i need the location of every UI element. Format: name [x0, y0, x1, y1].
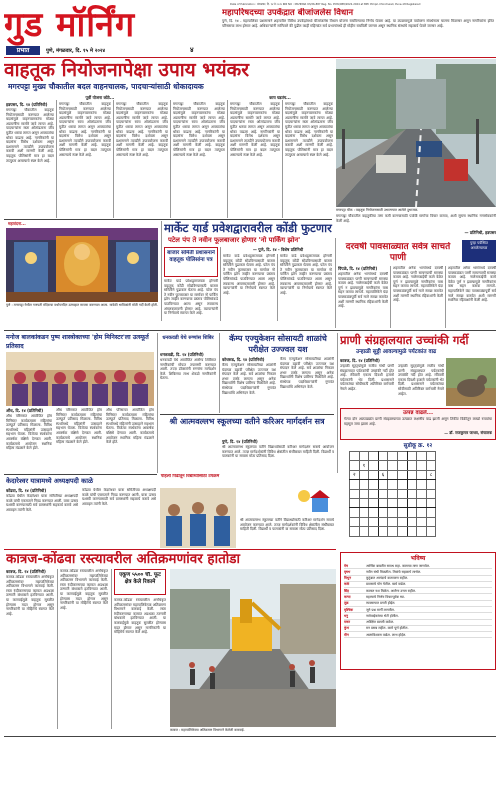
sudoku-cell: १ [359, 461, 369, 470]
sudoku-cell [397, 489, 407, 498]
market-box-text: बाजार समिती प्रशासनाने वाहतूक पोलिसांना पत्र [167, 250, 215, 263]
sudoku-cell [388, 489, 398, 498]
sudoku-cell [378, 517, 388, 526]
sudoku-cell [350, 489, 360, 498]
sudoku-cell [359, 480, 369, 489]
zoo-body-col1: उन्हाळी सुट्ट्यांमुळे राजीव गांधी प्राणी संग्रहालयात पर्यटकांची उच्चांकी गर्दी होत आहे. रविवारी एकाच दिवशी हजारो पर्यटकांनी भेट दिली. प्रशासनाने पर्यटकांच्या सोयीसाठी अतिरिक्त कर्मचारी नेमले आहेत. [340, 364, 394, 391]
sudoku-row [350, 452, 436, 461]
sudoku-row [350, 470, 436, 479]
camp-body-col1: कॅम्प एज्युकेशन सोसायटीच्या शाळांनी यंदाच्या दहावी परीक्षेत उज्ज्वल यश संपादन केले आहे. सर्व शाळांचा निकाल शंभर टक्के लागला असून अनेक विद्यार्थ्यांनी विशेष प्राविण्य मिळविले आहे. संस्थेच्या पदाधिकाऱ्यांनी गुणवंत विद्यार्थ्यांचे अभिनंदन केले. [222, 363, 276, 395]
society-byline: धनकवडी, दि. १४ (प्रतिनिधी) [160, 352, 204, 357]
dharmik-photo [6, 352, 154, 406]
lead-kicker-right: काय घडतंय... [269, 95, 291, 100]
sudoku-cell [407, 470, 417, 479]
sudoku-cell [388, 517, 398, 526]
sudoku-cell [369, 498, 379, 507]
rashi-name: सिंह [344, 588, 349, 593]
sudoku-cell [407, 480, 417, 489]
lead-kicker-left: पूर्वी योजना कोठे... [85, 95, 115, 100]
sudoku-cell [417, 508, 427, 517]
sudoku-cell [417, 470, 427, 479]
top-right-headline: महापरिषदच्या उपकेंद्रात बीजांजलेस विधान [222, 8, 354, 18]
sudoku-cell [388, 508, 398, 517]
sudoku-cell [426, 527, 436, 536]
rashi-text: नवीन संधी मिळतील. मित्रांचे सहकार्य लाभेल. [366, 569, 422, 574]
sudoku-cell [407, 489, 417, 498]
top-right-story: पुणे, दि. १४ - महापालिका प्रशासनाने शहरातील विविध उपकेंद्रांमध्ये बीजांजलेस विधान योजना राबविण्याचा निर्णय घेतला आहे. या उपक्रमामुळे पर्यावरण संवर्धनाला चालना मिळणार असून नागरिकांना हरित परिसराचा लाभ होणार आहे. अधिकाऱ्यांनी सांगितले की पुढील काही महिन्यांत सर्व प्रभागांमध्ये ही मोहीम राबविली जाणार असून स्थानिक संस्थांचे सहकार्य घेतले जाणार आहे. [222, 19, 494, 28]
sudoku-row [350, 527, 436, 536]
katraj-photo-caption: कात्रज : महापालिकेच्या अतिक्रमण विभागाने केलेली कारवाई. [170, 728, 245, 732]
sudoku-cell [378, 480, 388, 489]
sudoku-cell [417, 517, 427, 526]
sudoku-cell [359, 470, 369, 479]
atmavallabh-body-col2: श्री आत्मवल्लभ स्कूलच्या वतीने विद्यार्थ्यांसाठी करिअर मार्गदर्शन सत्राचे आयोजन करण्यात आले. तज्ज्ञ मार्गदर्शकांनी विविध क्षेत्रांतील संधींबाबत माहिती दिली. विद्यार्थी व पालकांनी या सत्राला मोठा प्रतिसाद दिला. [240, 518, 334, 532]
lead-body-col5: मगरपट्टा चौकातील वाहतूक नियोजनासाठी करण्यात आलेल्या बदलांमुळे वाहनचालकांना मोठ्या अडचणींना सामोरे जावे लागत आहे. पादचाऱ्यांना रस्ता ओलांडताना जीव मुठीत धरावा लागत असून अपघातांचा धोका वाढला आहे. नागरिकांनी या बदलांना विरोध दर्शवला असून प्रशासनाने तातडीने उपाययोजना करावी अशी मागणी केली आहे. वाहतूक पोलिसांनी मात्र हा बदल तात्पुरता असल्याचे स्पष्ट केले आहे. [230, 102, 280, 157]
deity-caption: पुणे : मगरपट्टा येथील गणपती मंदिराचा वर्धापनदिन उत्साहात साजरा करण्यात आला. यावेळी भाविकांनी मोठी गर्दी केली होती. [6, 303, 158, 307]
rain-body-col3: शहरातील अनेक भागांमध्ये दरवर्षी पावसाळ्यात पाणी साचण्याची समस्या कायम आहे. नालेसफाईची कामे वेळेत पूर्ण न झाल्यामुळे नागरिकांना त्रास सहन करावा लागतो. महापालिकेने यंदा पावसाळ्यापूर्वी सर्व नाले स्वच्छ करावेत अशी मागणी स्थानिक रहिवाशांनी केली आहे. [448, 266, 496, 303]
rashi-text: नातेवाईकांच्या भेटी होतील. [366, 613, 399, 618]
sudoku-cell [378, 527, 388, 536]
katraj-body-col1: कात्रज-कोंढवा रस्त्यावरील अनधिकृत अतिक्रमणांवर महापालिकेच्या अतिक्रमण विभागाने कारवाई केली. रस्ता रुंदीकरणाच्या कामात अडथळा ठरणारी बांधकामे हटविण्यात आली. या कारवाईमुळे वाहतूक सुरळीत होण्यास मदत होणार असून नागरिकांनी या मोहिमेचे स्वागत केले आहे. [6, 575, 54, 616]
lead-photo [336, 59, 496, 207]
rashi-text: प्रवासाचे योग येतील. खर्च वाढेल. [366, 582, 407, 587]
lead-body-col2: मगरपट्टा चौकातील वाहतूक नियोजनासाठी करण्यात आलेल्या बदलांमुळे वाहनचालकांना मोठ्या अडचणींना सामोरे जावे लागत आहे. पादचाऱ्यांना रस्ता ओलांडताना जीव मुठीत धरावा लागत असून अपघातांचा धोका वाढला आहे. नागरिकांनी या बदलांना विरोध दर्शवला असून प्रशासनाने तातडीने उपाययोजना करावी अशी मागणी केली आहे. वाहतूक पोलिसांनी मात्र हा बदल तात्पुरता असल्याचे स्पष्ट केले आहे. [59, 102, 111, 157]
sudoku-cell [369, 489, 379, 498]
lead-right-byline: — प्रतिनिधी, हडपसर [464, 230, 496, 235]
sudoku-cell [397, 452, 407, 461]
kedareshwar-byline: कोंढवा, दि. १४ (प्रतिनिधी) [6, 488, 47, 493]
zoo-photo [446, 358, 496, 406]
sudoku-table [349, 451, 436, 537]
rashi-list [344, 563, 492, 638]
lead-body-col1: मगरपट्टा चौकातील वाहतूक नियोजनासाठी करण्यात आलेल्या बदलांमुळे वाहनचालकांना मोठ्या अडचणींना सामोरे जावे लागत आहे. पादचाऱ्यांना रस्ता ओलांडताना जीव मुठीत धरावा लागत असून अपघातांचा धोका वाढला आहे. नागरिकांनी या बदलांना विरोध दर्शवला असून प्रशासनाने तातडीने उपाययोजना करावी अशी मागणी केली आहे. वाहतूक पोलिसांनी मात्र हा बदल तात्पुरता असल्याचे स्पष्ट केले आहे. [6, 108, 54, 163]
sudoku-cell [417, 452, 427, 461]
sudoku-cell [407, 498, 417, 507]
rashi-text: आत्मविश्वास वाढेल. लाभ होईल. [366, 632, 407, 637]
sudoku-cell [378, 452, 388, 461]
rashi-name: धनु [344, 613, 348, 618]
sudoku-row [350, 480, 436, 489]
rashi-text: व्यवसायात प्रगती होईल. [366, 601, 396, 606]
sudoku-cell [426, 508, 436, 517]
dharmik-body-col3: औंध परिसरात आयोजित होम मिनिस्टर कार्यक्रमाला महिलांचा उत्स्फूर्त प्रतिसाद मिळाला. विविध स्पर्धांमध्ये महिलांनी उत्साहाने सहभाग घेतला. विजेत्या स्पर्धकांना आकर्षक बक्षिसे देण्यात आली. कार्यक्रमाचे आयोजन स्थानिक महिला मंडळाने केले होते. [106, 408, 154, 445]
sudoku-cell [369, 461, 379, 470]
sudoku-cell [417, 461, 427, 470]
sudoku-cell [397, 470, 407, 479]
sudoku-cell [417, 480, 427, 489]
sudoku-cell [397, 498, 407, 507]
sudoku-cell [417, 498, 427, 507]
society-body: धनकवडी येथे आयोजित आरोग्य शिबिरात नागरिकांची मोफत तपासणी करण्यात आली. तज्ज्ञ डॉक्टरांनी रुग्णांना मार्गदर्शन केले. शिबिराचा लाभ शेकडो नागरिकांनी घेतला. [160, 358, 216, 381]
dharmik-headline: मनोज बालकांकडन पुष्प शास्त्रोक्तच्या 'होम मिनिस्टर'ला उत्स्फूर्त प्रतिसाद [6, 334, 149, 350]
sudoku-cell [426, 452, 436, 461]
katraj-body-col3: कात्रज-कोंढवा रस्त्यावरील अनधिकृत अतिक्रमणांवर महापालिकेच्या अतिक्रमण विभागाने कारवाई केली. रस्ता रुंदीकरणाच्या कामात अडथळा ठरणारी बांधकामे हटविण्यात आली. या कारवाईमुळे वाहतूक सुरळीत होण्यास मदत होणार असून नागरिकांनी या मोहिमेचे स्वागत केले आहे. [114, 598, 166, 635]
lead-headline: वाहतूक नियोजनापेक्षा उपाय भयंकर [4, 59, 250, 81]
sudoku-cell: ८ [426, 470, 436, 479]
sudoku-row [350, 498, 436, 507]
zoo-byline: कात्रज, दि. १४ (प्रतिनिधी) [340, 358, 380, 363]
sudoku-cell [397, 517, 407, 526]
rashi-text: कामात यश मिळेल. आरोग्य उत्तम राहील. [366, 588, 417, 593]
rain-body-col2: शहरातील अनेक भागांमध्ये दरवर्षी पावसाळ्यात पाणी साचण्याची समस्या कायम आहे. नालेसफाईची कामे वेळेत पूर्ण न झाल्यामुळे नागरिकांना त्रास सहन करावा लागतो. महापालिकेने यंदा पावसाळ्यापूर्वी सर्व नाले स्वच्छ करावेत अशी मागणी स्थानिक रहिवाशांनी केली आहे. [393, 266, 443, 303]
sudoku-cell [369, 508, 379, 517]
rashi-name: कन्या [344, 595, 351, 599]
sudoku-cell [417, 527, 427, 536]
sudoku-cell [359, 489, 369, 498]
rashi-title: भविष्य [410, 555, 426, 562]
sudoku-cell [388, 498, 398, 507]
rain-byline: पिंपळे, दि. १४ (प्रतिनिधी) [338, 266, 378, 271]
rashi-name: वृषभ [344, 569, 351, 574]
dharmik-byline: औंध, दि. १४ (प्रतिनिधी) [6, 408, 44, 413]
rashi-name: मीन [344, 632, 349, 637]
lead-byline: हडपसर, दि. १४ (प्रतिनिधी) [6, 102, 48, 107]
rain-headline: दरवर्षी पावसाळ्यात सर्वत्र साचते पाणी [345, 242, 451, 263]
sudoku-cell [350, 480, 360, 489]
market-byline: — पुणे, दि. १४ - विशेष प्रतिनिधी [252, 247, 304, 252]
sudoku-cell [350, 498, 360, 507]
rashi-name: मेष [344, 563, 348, 568]
lead-photo-caption: मगरपट्टा चौक : वाहतूक नियोजनासाठी उभारण्यात आलेले दुभाजक. [336, 208, 419, 212]
zoo-box-byline: — डॉ. राजकुमार जाधव, संचालक [444, 430, 492, 435]
child-drawing [292, 486, 334, 516]
page-number: ४ [190, 46, 194, 54]
sudoku-cell [407, 517, 417, 526]
rashi-name: कुंभ [344, 626, 349, 631]
sudoku-cell [407, 452, 417, 461]
sudoku-cell [426, 517, 436, 526]
rain-kicker: पुन्हा पर्यंस्थित असलेल्याच्या [462, 240, 496, 262]
sudoku-cell [426, 461, 436, 470]
rashi-text: जुने प्रश्न मार्गी लागतील. [366, 607, 395, 612]
dharmik-body-col1: औंध परिसरात आयोजित होम मिनिस्टर कार्यक्रमाला महिलांचा उत्स्फूर्त प्रतिसाद मिळाला. विविध स्पर्धांमध्ये महिलांनी उत्साहाने सहभाग घेतला. विजेत्या स्पर्धकांना आकर्षक बक्षिसे देण्यात आली. कार्यक्रमाचे आयोजन स्थानिक महिला मंडळाने केले होते. [6, 414, 52, 451]
place-date: पुणे, मंगळवार, दि. १५ मे २०२४ [46, 48, 106, 54]
sudoku-cell: ६ [378, 470, 388, 479]
camp-headline: कॅम्प एज्युकेशन सोसायटी शाळांचे परीक्षेत उज्ज्वल यश [229, 334, 327, 354]
market-box [164, 247, 218, 277]
sudoku-cell [359, 508, 369, 517]
market-subhead: पटेल पंप ते नवीन फूलबाजार होणार 'नो पार्किंग झोन' [168, 236, 301, 244]
sudoku-cell [378, 489, 388, 498]
sudoku-cell [388, 470, 398, 479]
market-headline: मार्केट यार्ड प्रवेशद्वारावरील कोंडी फुटणार [164, 221, 332, 235]
kedareshwar-body-col1: कोंढवा येथील केदारेश्वर यात्रा समितीच्या अध्यक्षपदी काळे यांची एकमताने निवड करण्यात आली. यात्रा उत्सव यशस्वी करण्यासाठी सर्व ग्रामस्थांनी सहकार्य करावे असे आवाहन त्यांनी केले. [6, 494, 78, 512]
zoo-body-col2: उन्हाळी सुट्ट्यांमुळे राजीव गांधी प्राणी संग्रहालयात पर्यटकांची उच्चांकी गर्दी होत आहे. रविवारी एकाच दिवशी हजारो पर्यटकांनी भेट दिली. प्रशासनाने पर्यटकांच्या सोयीसाठी अतिरिक्त कर्मचारी नेमले आहेत. [398, 364, 444, 396]
sudoku-cell [350, 527, 360, 536]
sudoku-cell [359, 527, 369, 536]
zoo-box-title: उत्पन्न वाढले... [402, 410, 434, 416]
sudoku-row [350, 517, 436, 526]
sudoku-cell [407, 527, 417, 536]
sudoku-cell [369, 452, 379, 461]
sudoku-cell [417, 489, 427, 498]
zoo-box [340, 408, 496, 440]
lead-right-story: मगरपट्टा चौकातील वाहतुकीचा ताण कमी करण्यासाठी पर्यायी मार्गांचा विचार करावा, अशी सूचना स्थानिक नगरसेवकांनी केली आहे. [336, 214, 496, 223]
sudoku-row [350, 508, 436, 517]
rashi-text: महत्त्वाचे निर्णय विचारपूर्वक घ्या. [366, 595, 406, 599]
sudoku-grid [349, 451, 436, 537]
lead-body-col4: मगरपट्टा चौकातील वाहतूक नियोजनासाठी करण्यात आलेल्या बदलांमुळे वाहनचालकांना मोठ्या अडचणींना सामोरे जावे लागत आहे. पादचाऱ्यांना रस्ता ओलांडताना जीव मुठीत धरावा लागत असून अपघातांचा धोका वाढला आहे. नागरिकांनी या बदलांना विरोध दर्शवला असून प्रशासनाने तातडीने उपाययोजना करावी अशी मागणी केली आहे. वाहतूक पोलिसांनी मात्र हा बदल तात्पुरता असल्याचे स्पष्ट केले आहे. [173, 102, 225, 157]
sudoku-cell [378, 508, 388, 517]
sudoku-cell [397, 461, 407, 470]
sudoku-cell [407, 508, 417, 517]
sudoku-cell: २ [350, 470, 360, 479]
katraj-headline: कात्रज-कोंढवा रस्त्यावरील अतिक्रमणांवर हातोडा [6, 551, 241, 567]
zoo-box-text: गेल्या दोन आठवड्यांत प्राणी संग्रहालयाच्या उत्पन्नात लक्षणीय वाढ झाली असून तिकीट विक्रीतून लाखो रुपयांचा महसूल जमा झाला आहे. [344, 417, 492, 426]
rashi-name: तूळ [344, 601, 349, 606]
brand-logo: प्रभात [6, 46, 40, 55]
rain-body-col1: शहरातील अनेक भागांमध्ये दरवर्षी पावसाळ्यात पाणी साचण्याची समस्या कायम आहे. नालेसफाईची कामे वेळेत पूर्ण न झाल्यामुळे नागरिकांना त्रास सहन करावा लागतो. महापालिकेने यंदा पावसाळ्यापूर्वी सर्व नाले स्वच्छ करावेत अशी मागणी स्थानिक रहिवाशांनी केली आहे. [338, 272, 388, 309]
atmavallabh-kicker: पहिली पिढीतून विद्यार्थ्यांसाठी उपक्रम [160, 474, 220, 479]
rashi-text: अपेक्षित बातमी कळेल. [366, 620, 395, 625]
market-body-col3: मार्केट यार्ड प्रवेशद्वाराजवळ होणारी वाहतूक कोंडी सोडविण्यासाठी बाजार समितीने पुढाकार घेतला आहे. पटेल पंप ते नवीन फूलबाजार या मार्गावर नो पार्किंग झोन जाहीर करण्याचा प्रस्ताव पोलिसांकडे पाठविण्यात आला असून लवकरच अंमलबजावणी होणार आहे. व्यापाऱ्यांनी या निर्णयाचे स्वागत केले आहे. [280, 254, 332, 295]
sudoku-cell [350, 508, 360, 517]
atmavallabh-body: श्री आत्मवल्लभ स्कूलच्या वतीने विद्यार्थ्यांसाठी करिअर मार्गदर्शन सत्राचे आयोजन करण्यात आले. तज्ज्ञ मार्गदर्शकांनी विविध क्षेत्रांतील संधींबाबत माहिती दिली. विद्यार्थी व पालकांनी या सत्राला मोठा प्रतिसाद दिला. [222, 445, 334, 459]
sudoku-cell [350, 517, 360, 526]
sudoku-title: सुडोकू क्र. १२ [403, 443, 433, 449]
market-body-col2: मार्केट यार्ड प्रवेशद्वाराजवळ होणारी वाहतूक कोंडी सोडविण्यासाठी बाजार समितीने पुढाकार घेतला आहे. पटेल पंप ते नवीन फूलबाजार या मार्गावर नो पार्किंग झोन जाहीर करण्याचा प्रस्ताव पोलिसांकडे पाठविण्यात आला असून लवकरच अंमलबजावणी होणार आहे. व्यापाऱ्यांनी या निर्णयाचे स्वागत केले आहे. [223, 254, 275, 295]
katraj-byline: कात्रज, दि. १४ (प्रतिनिधी) [6, 569, 46, 574]
zoo-subhead: उन्हाळी सुट्टी आवल्यामुळे पर्यटकांत वाढ [356, 349, 437, 355]
sudoku-cell [388, 527, 398, 536]
katraj-body-col2: कात्रज-कोंढवा रस्त्यावरील अनधिकृत अतिक्रमणांवर महापालिकेच्या अतिक्रमण विभागाने कारवाई केली. रस्ता रुंदीकरणाच्या कामात अडथळा ठरणारी बांधकामे हटविण्यात आली. या कारवाईमुळे वाहतूक सुरळीत होण्यास मदत होणार असून नागरिकांनी या मोहिमेचे स्वागत केले आहे. [60, 569, 108, 610]
katraj-box-text: एकूण ५५०० चौ. फूट क्षेत्र केले रिकामे [119, 572, 161, 585]
sudoku-cell [350, 452, 360, 461]
sudoku-cell [407, 461, 417, 470]
sudoku-cell [397, 527, 407, 536]
lead-subhead: मगरपट्टा मुख्य चौकातील बदल वाहनचालक, पादचाऱ्यांसाठी धोकादायक [8, 82, 204, 91]
masthead-title: गुड मॉर्निंग [4, 5, 136, 45]
sudoku-cell [359, 452, 369, 461]
sudoku-row [350, 461, 436, 470]
sudoku-cell [388, 480, 398, 489]
sudoku-cell [378, 498, 388, 507]
deity-kicker: महावंदना... [8, 221, 26, 226]
rashi-name: वृश्चिक [344, 607, 353, 612]
rashi-name: मकर [344, 620, 351, 625]
sudoku-row [350, 489, 436, 498]
sudoku-cell [426, 480, 436, 489]
sudoku-cell [397, 480, 407, 489]
camp-body-col2: कॅम्प एज्युकेशन सोसायटीच्या शाळांनी यंदाच्या दहावी परीक्षेत उज्ज्वल यश संपादन केले आहे. सर्व शाळांचा निकाल शंभर टक्के लागला असून अनेक विद्यार्थ्यांनी विशेष प्राविण्य मिळविले आहे. संस्थेच्या पदाधिकाऱ्यांनी गुणवंत विद्यार्थ्यांचे अभिनंदन केले. [280, 357, 334, 389]
rashi-box [340, 552, 496, 670]
kedareshwar-headline: केदारेश्वर यात्रामध्ये अध्यक्षपदी काळे [6, 477, 93, 485]
camp-byline: कोथरूड, दि. १४ (प्रतिनिधी) [222, 357, 265, 362]
lead-body-col6: मगरपट्टा चौकातील वाहतूक नियोजनासाठी करण्यात आलेल्या बदलांमुळे वाहनचालकांना मोठ्या अडचणींना सामोरे जावे लागत आहे. पादचाऱ्यांना रस्ता ओलांडताना जीव मुठीत धरावा लागत असून अपघातांचा धोका वाढला आहे. नागरिकांनी या बदलांना विरोध दर्शवला असून प्रशासनाने तातडीने उपाययोजना करावी अशी मागणी केली आहे. वाहतूक पोलिसांनी मात्र हा बदल तात्पुरता असल्याचे स्पष्ट केले आहे. [285, 102, 333, 157]
atmavallabh-photo [160, 488, 236, 548]
sudoku-cell [369, 470, 379, 479]
market-body-col1: मार्केट यार्ड प्रवेशद्वाराजवळ होणारी वाहतूक कोंडी सोडविण्यासाठी बाजार समितीने पुढाकार घेतला आहे. पटेल पंप ते नवीन फूलबाजार या मार्गावर नो पार्किंग झोन जाहीर करण्याचा प्रस्ताव पोलिसांकडे पाठविण्यात आला असून लवकरच अंमलबजावणी होणार आहे. व्यापाऱ्यांनी या निर्णयाचे स्वागत केले आहे. [164, 279, 218, 316]
sudoku-cell [397, 508, 407, 517]
rashi-text: कुटुंबात आनंदाचे वातावरण राहील. [366, 576, 409, 581]
sudoku-cell [426, 498, 436, 507]
sudoku-cell [378, 461, 388, 470]
kedareshwar-body-col2: कोंढवा येथील केदारेश्वर यात्रा समितीच्या अध्यक्षपदी काळे यांची एकमताने निवड करण्यात आली. यात्रा उत्सव यशस्वी करण्यासाठी सर्व ग्रामस्थांनी सहकार्य करावे असे आवाहन त्यांनी केले. [82, 488, 156, 506]
katraj-photo [170, 569, 336, 727]
rashi-name: कर्क [344, 582, 350, 587]
rashi-text: मन प्रसन्न राहील. कामे पूर्ण होतील. [366, 626, 409, 631]
dharmik-body-col2: औंध परिसरात आयोजित होम मिनिस्टर कार्यक्रमाला महिलांचा उत्स्फूर्त प्रतिसाद मिळाला. विविध स्पर्धांमध्ये महिलांनी उत्साहाने सहभाग घेतला. विजेत्या स्पर्धकांना आकर्षक बक्षिसे देण्यात आली. कार्यक्रमाचे आयोजन स्थानिक महिला मंडळाने केले होते. [56, 408, 102, 445]
lead-body-col3: मगरपट्टा चौकातील वाहतूक नियोजनासाठी करण्यात आलेल्या बदलांमुळे वाहनचालकांना मोठ्या अडचणींना सामोरे जावे लागत आहे. पादचाऱ्यांना रस्ता ओलांडताना जीव मुठीत धरावा लागत असून अपघातांचा धोका वाढला आहे. नागरिकांनी या बदलांना विरोध दर्शवला असून प्रशासनाने तातडीने उपाययोजना करावी अशी मागणी केली आहे. वाहतूक पोलिसांनी मात्र हा बदल तात्पुरता असल्याचे स्पष्ट केले आहे. [116, 102, 168, 157]
zoo-headline: प्राणी संग्रहालयात उच्चांकी गर्दी [340, 333, 469, 347]
date-of-publication-line: Date of Publication : मंगळवार, दि. १४ मे २०२४ RNI NO : MAHMAR 93/26-887 Reg. No. PCW/088/2022-2024 at BPC Pimpri-Chinchwad, Pune-18 Registered [230, 3, 421, 6]
sudoku-cell [359, 517, 369, 526]
sudoku-cell [388, 461, 398, 470]
rashi-name: मिथुन [344, 576, 351, 581]
rashi-text: आर्थिक बाबतीत सावध राहा. कामाचा ताण जाणवेल. [366, 563, 431, 568]
sudoku-cell [350, 461, 360, 470]
atmavallabh-byline: पुणे, दि. १४ (प्रतिनिधी) [222, 439, 258, 444]
katraj-box [114, 569, 166, 595]
sudoku-cell [426, 489, 436, 498]
sudoku-cell [369, 480, 379, 489]
sudoku-cell [369, 527, 379, 536]
sudoku-cell [388, 452, 398, 461]
sudoku-cell [359, 498, 369, 507]
sudoku-cell [369, 517, 379, 526]
deity-photo [6, 228, 158, 302]
rashi-item [344, 632, 492, 638]
atmavallabh-headline: श्री आत्मवल्लभ स्कूलच्या वतीने करिअर मार्गदर्शन सत्र [169, 417, 325, 426]
society-kicker: धनकवडी येथे रुग्णांस शिबिर [162, 335, 214, 341]
